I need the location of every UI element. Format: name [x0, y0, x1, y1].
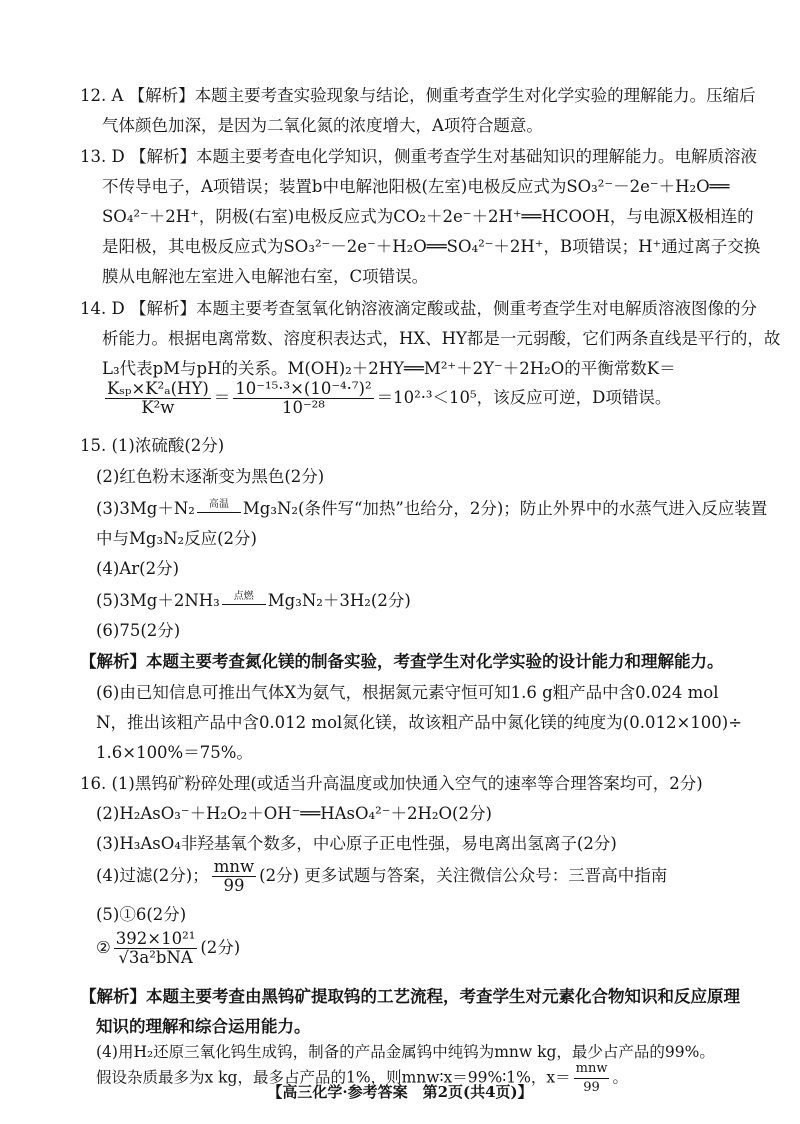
- q16-score-and-note: (2分) 更多试题与答案，关注微信公众号：三晋高中指南: [259, 866, 668, 885]
- q14-line-3: L₃代表pM与pH的关系。M(OH)₂＋2HY══M²⁺＋2Y⁻＋2H₂O的平衡常数K＝: [102, 359, 676, 378]
- q15-analysis-line-3: 1.6×100%＝75%。: [96, 743, 253, 762]
- q16-score: (2分): [200, 938, 241, 957]
- fraction-denominator: √3a²bNA: [118, 948, 193, 967]
- q15-line-3: [96, 497, 767, 521]
- q16-filter-answer: (4)过滤(2分)；: [96, 866, 209, 885]
- q13-line-4: 是阳极，其电极反应式为SO₃²⁻－2e⁻＋H₂O══SO₄²⁻＋2H⁺，B项错误；H⁺通过离子交换: [102, 237, 761, 256]
- reaction-reactants: (3)3Mg＋N₂: [96, 499, 195, 518]
- fraction-denominator: 10⁻²⁸: [281, 398, 325, 417]
- q15-line-2: (2)红色粉末逐渐变为黑色(2分): [96, 467, 325, 486]
- q16-line-2: (2)H₂AsO₃⁻＋H₂O₂＋OH⁻══HAsO₄²⁻＋2H₂O(2分): [96, 804, 492, 823]
- fraction-density: [114, 930, 198, 967]
- q16-analysis-end: 。: [612, 1068, 628, 1087]
- q16-line-1: 16. (1)黑钨矿粉碎处理(或适当升高温度或加快通入空气的速率等合理答案均可，2分): [80, 774, 703, 793]
- q15-line-6: [96, 589, 411, 613]
- q14-line-2: 析能力。根据电离常数、溶度积表达式，HX、HY都是一元弱酸，它们两条直线是平行的，故: [102, 329, 781, 348]
- reaction-reactants: (5)3Mg＋2NH₃: [96, 591, 220, 610]
- q16-analysis-text: 假设杂质最多为x kg，最多占产品的1%，则mnw∶x＝99%∶1%，x＝: [96, 1068, 571, 1087]
- fraction-denominator: 99: [223, 876, 245, 895]
- q14-line-1: 14. D 【解析】本题主要考查氢氧化钠溶液滴定酸或盐，侧重考查学生对电解质溶液图像的分: [80, 299, 757, 318]
- reaction-condition: 高温: [208, 499, 229, 510]
- q14-conclusion: ＝10²·³＜10⁵，该反应可逆，D项错误。: [376, 388, 672, 407]
- reaction-products: Mg₃N₂(条件写“加热”也给分，2分)；防止外界中的水蒸气进入反应装置: [242, 499, 768, 518]
- q16-analysis-title-cont: 知识的理解和综合运用能力。: [96, 1017, 311, 1036]
- q13-line-2: 不传导电子，A项错误；装置b中电解池阳极(左室)电极反应式为SO₃²⁻－2e⁻＋H₂O══: [102, 177, 730, 196]
- q16-line-4: [96, 858, 667, 895]
- fraction-ksp-ka: [105, 380, 211, 417]
- fraction-numerator: 10⁻¹⁵·³×(10⁻⁴·⁷)²: [235, 379, 372, 398]
- q15-analysis-line-1: (6)由已知信息可推出气体X为氨气，根据氮元素守恒可知1.6 g粗产品中含0.024 mol: [96, 683, 719, 702]
- fraction-numerator: Kₛₚ×K²ₐ(HY): [107, 379, 209, 398]
- fraction-numerator: mnw: [213, 857, 255, 876]
- reaction-products: Mg₃N₂＋3H₂(2分): [267, 591, 411, 610]
- q15-analysis-line-2: N，推出该粗产品中含0.012 mol氮化镁，故该粗产品中氮化镁的纯度为(0.012×100)÷: [96, 713, 743, 732]
- fraction-mnw-99: [212, 858, 256, 895]
- q16-line-5: (5)①6(2分): [96, 905, 187, 924]
- q12-line-2: 气体颜色加深，是因为二氧化氮的浓度增大，A项符合题意。: [102, 116, 543, 135]
- q13-line-3: SO₄²⁻＋2H⁺，阴极(右室)电极反应式为CO₂＋2e⁻＋2H⁺══HCOOH，与电源X极相连的: [102, 207, 754, 226]
- reaction-condition: 点燃: [233, 591, 254, 602]
- reaction-arrow: [222, 592, 266, 605]
- q12-line-1: 12. A 【解析】本题主要考查实验现象与结论，侧重考查学生对化学实验的理解能力。压缩后: [80, 86, 756, 105]
- q13-line-5: 膜从电解池左室进入电解池右室，C项错误。: [102, 267, 429, 286]
- q16-analysis-title: 【解析】本题主要考查由黑钨矿提取钨的工艺流程，考查学生对元素化合物知识和反应原理: [80, 987, 740, 1006]
- q15-line-5: (4)Ar(2分): [96, 559, 180, 578]
- q16-line-3: (3)H₃AsO₄非羟基氧个数多，中心原子正电性强，易电离出氢离子(2分): [96, 834, 617, 853]
- q13-line-1: 13. D 【解析】本题主要考查电化学知识，侧重考查学生对基础知识的理解能力。电解质溶液: [80, 147, 757, 166]
- q15-analysis-title: 【解析】本题主要考查氮化镁的制备实验，考查学生对化学实验的设计能力和理解能力。: [80, 652, 724, 671]
- q16-analysis-line-1: (4)用H₂还原三氧化钨生成钨，制备的产品金属钨中纯钨为mnw kg，最少占产品的99%。: [96, 1043, 715, 1061]
- page-footer: 【高三化学·参考答案 第2页(共4页)】: [267, 1083, 533, 1101]
- q14-equilibrium-expression: $\frac{\text{Kₛₚ×K²ₐ(HY)}}{\text{K²w}}$ ＝ $\frac{\text{10⁻¹⁵·³×(10⁻⁴·⁷)²}}{\text{10⁻²⁸}}$ ＝10²·³＜10⁵，该反应可逆，D项错误。: [107, 379, 672, 417]
- fraction-numerator: mnw: [574, 1060, 610, 1079]
- circled-number-2: ②: [96, 938, 111, 957]
- q16-line-6: [96, 930, 240, 967]
- q15-line-1: 15. (1)浓硫酸(2分): [80, 436, 225, 455]
- fraction-power-values: [233, 380, 373, 417]
- fraction-denominator: 99: [583, 1080, 600, 1095]
- fraction-numerator: 392×10²¹: [115, 929, 196, 948]
- fraction-denominator: K²w: [141, 398, 175, 417]
- q15-line-7: (6)75(2分): [96, 621, 181, 640]
- reaction-arrow: [197, 500, 241, 513]
- q15-line-4: 中与Mg₃N₂反应(2分): [96, 529, 257, 548]
